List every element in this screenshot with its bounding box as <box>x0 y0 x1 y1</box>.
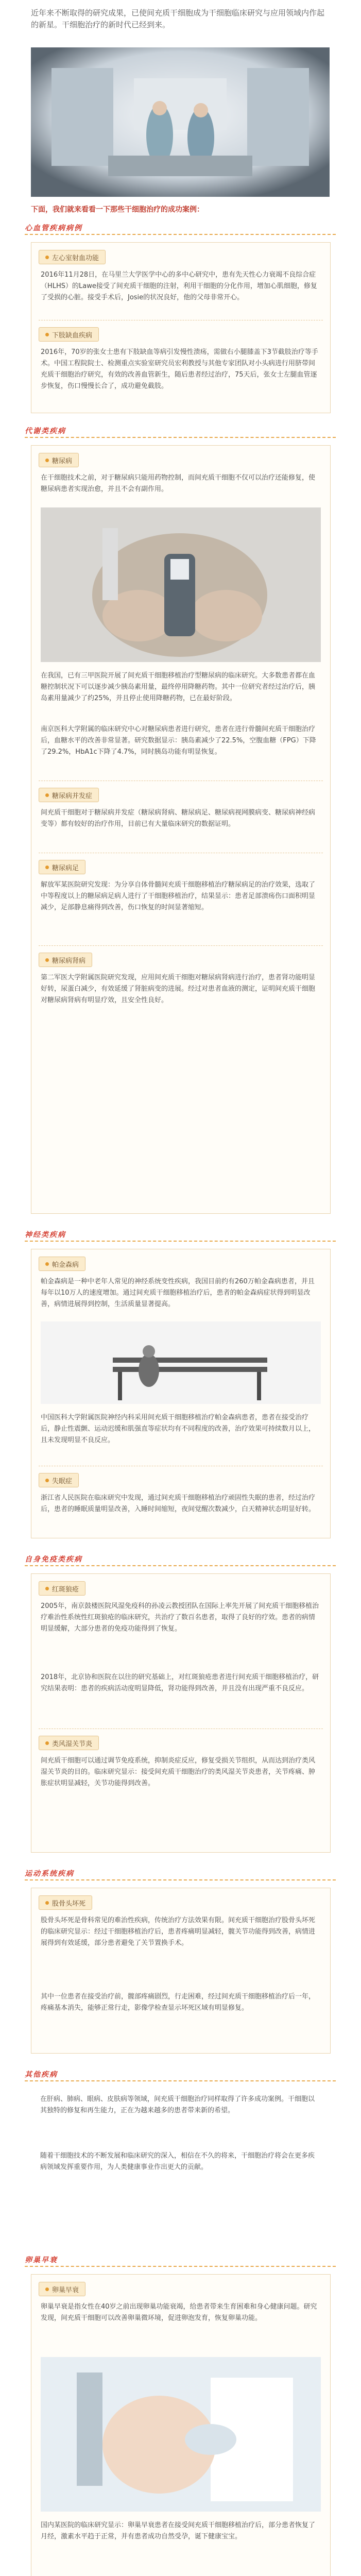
case-text: 解放军某医院研究发现：为分享自体骨髓间充质干细胞移植治疗糖尿病足的治疗效果，选取了中等程度以上的糖尿病足病人进行了干细胞移植治疗，结果显示：患者足部溃疡伤口面积明显减少，足部静息痛得到改善，伤口恢复的时间显著缩短。 <box>41 881 316 911</box>
case-text: 在我国，已有三甲医院开展了间充质干细胞移植治疗型糖尿病的临床研究。大多数患者都在血糖控制状况下可以逐步减少胰岛素用量，最终停用降糖药物。其中一位研究者经过治疗后，胰岛素用量减少了约25%，并且停止使用降糖药物，已在最好阶段。 <box>41 672 316 702</box>
divider <box>39 1728 323 1729</box>
section-heading-ovary <box>25 2251 336 2269</box>
case-text: 浙江省人民医院在临床研究中发现，通过间充质干细胞移植治疗顽固性失眠的患者，经过治疗后，患者的睡眠质量明显改善，入睡时间缩短，夜间觉醒次数减少，白天精神状态明显好转。 <box>41 1494 316 1513</box>
case-tag-label: 股骨头坏死 <box>52 1900 86 1908</box>
dot-icon <box>45 333 49 336</box>
case-text: 帕金森病是一种中老年人常见的神经系统变性疾病，我国目前约有260万帕金森病患者，并且每年以10万人的速度增加。通过间充质干细胞移植治疗后，患者的帕金森病症状得到明显改善，病情进展得到控制，生活质量显著提高。 <box>41 1278 315 1308</box>
section-title: 心血管疾病病例 <box>25 224 82 232</box>
intro-text: 近年来不断取得的研究成果，已使间充质干细胞成为干细胞临床研究与应用领域内作起的新星。干细胞治疗的新时代已经到来。 <box>31 8 325 29</box>
case-tag <box>39 1736 99 1750</box>
case-text: 第二军医大学附属医院研究发现，应用间充质干细胞对糖尿病肾病进行治疗，患者肾功能明显好转，尿蛋白减少，有效延缓了肾脏病变的进展。经过对患者血液的测定，证明间充质干细胞对糖尿病肾病有明显疗效，且安全性良好。 <box>41 974 316 1004</box>
section-divider <box>25 437 336 438</box>
section-panel-motor <box>31 1888 331 2054</box>
section-divider <box>25 1565 336 1566</box>
divider <box>39 945 323 946</box>
intro-paragraph <box>31 7 330 31</box>
case-tag-label: 帕金森病 <box>52 1261 79 1269</box>
case-tag-label: 糖尿病足 <box>52 864 79 872</box>
case-tag <box>39 1473 79 1487</box>
case-tag-label: 类风湿关节炎 <box>52 1740 93 1748</box>
case-text: 南京医科大学附属的临床研究中心对糖尿病患者进行研究，患者在进行骨髓间充质干细胞治疗后，血糖水平的改善非常显著。研究数据显示：胰岛素减少了22.5%，空腹血糖（FPG）下降了29.2%，HbA1c下降了4.7%，同时胰岛功能有明显恢复。 <box>41 725 316 756</box>
case-tag <box>39 453 79 467</box>
case-text: 2016年11月28日，在马里兰大学医学中心的多中心研究中，患有先天性心力衰竭不良综合症（HLHS）的Lawe接受了间充质干细胞的注射，利用干细胞的分化作用，增加心肌细胞，修复了受损的心脏。接受手术后，Josie的状况良好，他的父母非常开心。 <box>41 271 317 301</box>
section-panel-immune <box>31 1573 331 1853</box>
section-divider <box>25 2266 336 2267</box>
section-title: 运动系统疾病 <box>25 1870 74 1878</box>
dot-icon <box>45 459 49 462</box>
dot-icon <box>45 1262 49 1266</box>
section-title: 代谢类疾病 <box>25 427 66 435</box>
case-tag-label: 糖尿病并发症 <box>52 792 93 800</box>
insulin-photo-image <box>41 507 321 662</box>
case-text: 其中一位患者在接受治疗前，髋部疼痛剧烈，行走困难，经过间充质干细胞移植治疗后一年，疼痛基本消失，能够正常行走，影像学检查显示坏死区域有明显修复。 <box>41 1993 316 2012</box>
case-tag <box>39 788 99 802</box>
section-panel-other <box>31 2089 330 2243</box>
case-text: 2016年，70岁的张女士患有下肢缺血等病引发慢性溃疡，需做右小腿膝盖下3节截肢治疗等手术。中国工程院院士、检测重点实验室研究员宏利教授与其他专家团队对小头病进行用脐带间充质干细胞治疗研究，有效的改善血管新生，随后患者经过治疗，75天后，张女士左腿血管逐步恢复，伤口慢慢长合了，成功避免截肢。 <box>41 348 318 390</box>
case-text: 间充质干细胞对于糖尿病并发症（糖尿病肾病、糖尿病足、糖尿病视网膜病变、糖尿病神经病变等）都有较好的治疗作用，目前已有大量临床研究的数据证明。 <box>41 809 316 828</box>
bench-photo-image <box>41 1321 321 1404</box>
section-title: 其他疾病 <box>25 2071 58 2079</box>
dot-icon <box>45 1587 49 1590</box>
case-tag <box>39 1257 85 1271</box>
case-text: 股骨头坏死是骨科常见的难治性疾病，传统治疗方法效果有限。间充质干细胞治疗股骨头坏死的临床研究显示：经过干细胞移植治疗后，患者疼痛明显减轻，髋关节功能得到改善，病情进展得到有效延缓，部分患者避免了关节置换手术。 <box>41 1917 316 1947</box>
case-tag-label: 卵巢早衰 <box>52 2286 79 2294</box>
section-title: 神经类疾病 <box>25 1231 66 1239</box>
case-tag <box>39 1895 92 1910</box>
case-tag <box>39 1581 85 1596</box>
case-text: 卵巢早衰是指女性在40岁之前出现卵巢功能衰竭，给患者带来生育困难和身心健康问题。研究发现，间充质干细胞可以改善卵巢微环境，促进卵泡发育，恢复卵巢功能。 <box>41 2303 317 2322</box>
section-panel-ovary <box>31 2274 331 2576</box>
case-tag <box>39 250 106 264</box>
section-divider <box>25 1879 336 1880</box>
case-tag <box>39 953 92 967</box>
section-divider <box>25 2080 336 2081</box>
bench-photo <box>41 1321 321 1404</box>
section-title: 自身免疫类疾病 <box>25 1555 82 1564</box>
section-heading-immune <box>25 1551 336 1568</box>
dot-icon <box>45 1479 49 1482</box>
insulin-photo <box>41 507 321 662</box>
case-text: 2005年，南京鼓楼医院风湿免疫科的孙凌云教授团队在国际上率先开展了间充质干细胞移植治疗难治性系统性红斑狼疮的临床研究，共治疗了数百名患者，取得了良好的疗效。患者的病情明显缓解，大部分患者的免疫功能得到了恢复。 <box>41 1602 319 1633</box>
dot-icon <box>45 793 49 797</box>
section-heading-motor <box>25 1865 336 1883</box>
section-heading-cardio <box>25 219 336 237</box>
case-tag-label: 下肢缺血疾病 <box>52 331 93 340</box>
pregnancy-photo-image <box>41 2357 321 2512</box>
section-panel-neuro <box>31 1249 331 1538</box>
dot-icon <box>45 1741 49 1745</box>
case-tag-label: 失眠症 <box>52 1477 73 1485</box>
dot-icon <box>45 866 49 869</box>
dot-icon <box>45 958 49 962</box>
case-text: 间充质干细胞可以通过调节免疫系统，抑制炎症反应，修复受损关节组织，从而达到治疗类风湿关节炎的目的。临床研究显示：接受间充质干细胞治疗的类风湿关节炎患者，关节疼痛、肿胀症状明显减轻，关节功能得到改善。 <box>41 1757 316 1787</box>
case-tag <box>39 2282 85 2296</box>
case-tag-label: 糖尿病 <box>52 457 73 465</box>
case-text: 在肝病、肺病、眼病、皮肤病等领域，间充质干细胞治疗同样取得了许多成功案例。干细胞以其独特的修复和再生能力，正在为越来越多的患者带来新的希望。 <box>40 2095 315 2114</box>
case-text: 中国医科大学附属医院神经内科采用间充质干细胞移植治疗帕金森病患者，患者在接受治疗后，静止性震颤、运动迟缓和肌强直等症状均有不同程度的改善，治疗效果可持续数月以上，且未发现明显不良反应。 <box>41 1414 316 1444</box>
dot-icon <box>45 256 49 259</box>
dot-icon <box>45 2287 49 2291</box>
case-text: 国内某医院的临床研究显示：卵巢早衰患者在接受间充质干细胞移植治疗后，部分患者恢复了月经，激素水平趋于正常，并有患者成功自然受孕，诞下健康宝宝。 <box>41 2521 316 2540</box>
lead-text: 下面，我们就来看看一下那些干细胞治疗的成功案例： <box>31 206 204 214</box>
dot-icon <box>45 1901 49 1905</box>
case-text: 2018年，北京协和医院在以往的研究基础上，对红斑狼疮患者进行间充质干细胞移植治疗，研究结果表明：患者的疾病活动度明显降低，肾功能得到改善，并且没有出现严重不良反应。 <box>41 1673 319 1692</box>
case-text: 随着干细胞技术的不断发展和临床研究的深入，相信在不久的将来，干细胞治疗将会在更多疾病领域发挥重要作用，为人类健康事业作出更大的贡献。 <box>40 2152 315 2171</box>
section-panel-metabolic <box>31 445 331 1214</box>
section-heading-neuro <box>25 1226 336 1244</box>
case-tag-label: 糖尿病肾病 <box>52 957 86 965</box>
section-divider <box>25 1241 336 1242</box>
section-divider <box>25 234 336 235</box>
section-heading-other <box>25 2066 336 2083</box>
section-title: 卵巢早衰 <box>25 2256 58 2264</box>
pregnancy-photo <box>41 2357 321 2512</box>
lead-paragraph <box>31 204 330 215</box>
lab-photo-image <box>31 47 330 197</box>
lab-photo <box>31 47 330 197</box>
case-tag-label: 左心室射血功能 <box>52 254 99 262</box>
case-tag <box>39 327 99 342</box>
case-tag-label: 红斑狼疮 <box>52 1585 79 1594</box>
case-tag <box>39 860 85 874</box>
section-heading-metabolic <box>25 422 336 440</box>
section-panel-cardio <box>31 242 331 413</box>
case-text: 在干细胞技术之前，对于糖尿病只能用药物控制，而间充质干细胞不仅可以治疗还能修复，使糖尿病患者实现治愈，并且不会有副作用。 <box>41 474 316 493</box>
